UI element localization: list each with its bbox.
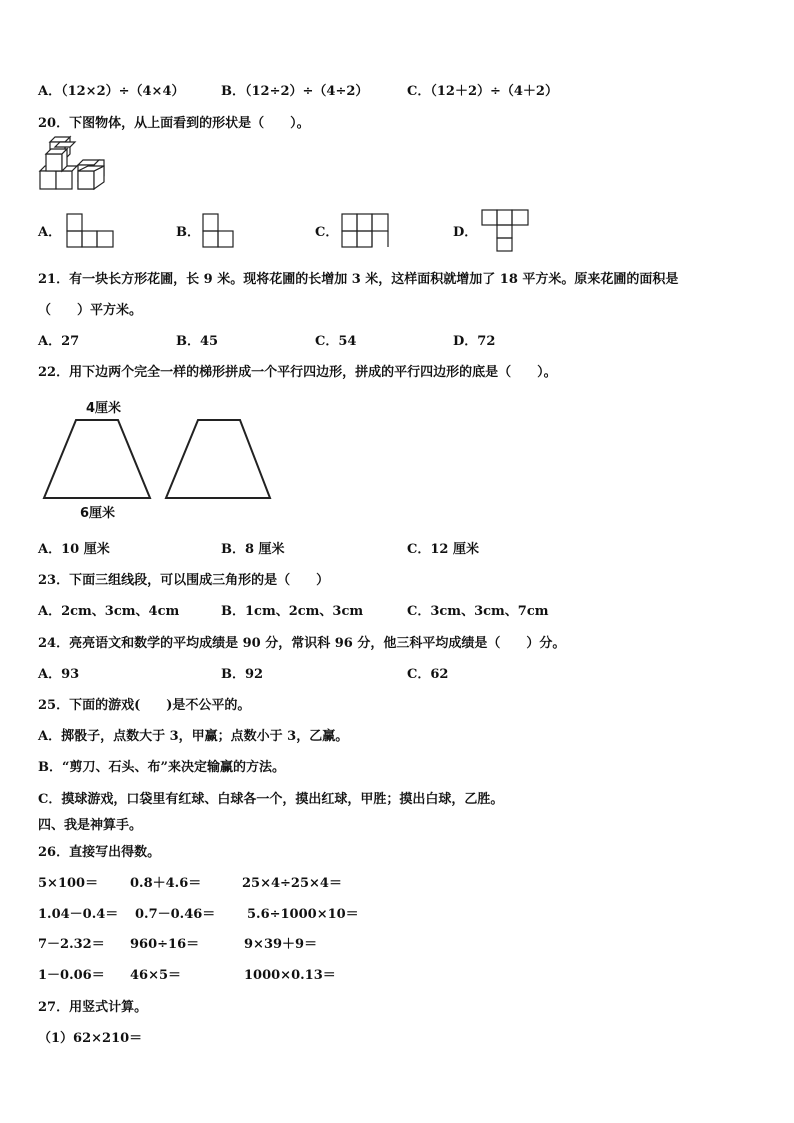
q26-item: 0.7－0.46＝ — [135, 907, 216, 922]
q26-item: 1－0.06＝ — [38, 968, 105, 983]
q26-item: 9×39＋9＝ — [244, 937, 318, 952]
q26-item: 7－2.32＝ — [38, 937, 105, 952]
q23-option-b: B．1cm、2cm、3cm — [221, 604, 364, 619]
q20-option-c: C． — [315, 225, 339, 240]
trapezoid-top-label: 4厘米 — [86, 401, 122, 416]
q26-item: 46×5＝ — [130, 968, 182, 983]
q26-item: 5×100＝ — [38, 876, 99, 891]
q26-item: 1.04－0.4＝ — [38, 907, 119, 922]
q21-option-d: D．72 — [453, 334, 496, 349]
q23-option-a: A．2cm、3cm、4cm — [38, 604, 180, 619]
trapezoid-bottom-label: 6厘米 — [80, 506, 116, 521]
q27-question: 27．用竖式计算。 — [38, 1000, 148, 1015]
q23-option-c: C．3cm、3cm、7cm — [407, 604, 549, 619]
q27-item-1: （1）62×210＝ — [38, 1031, 143, 1046]
q24-option-a: A．93 — [38, 667, 80, 682]
q26-item: 1000×0.13＝ — [244, 968, 336, 983]
trapezoid-right-figure — [164, 420, 274, 500]
q20-option-a-figure — [67, 214, 115, 248]
section-4-heading: 四、我是神算手。 — [38, 818, 143, 833]
q26-item: 5.6÷1000×10＝ — [247, 907, 359, 922]
q20-option-d-figure — [482, 210, 530, 252]
q19-option-a: A．（12×2）÷（4×4） — [38, 84, 185, 99]
q19-option-b: B．（12÷2）÷（4÷2） — [221, 84, 369, 99]
q21-option-c: C．54 — [315, 334, 357, 349]
q26-question: 26．直接写出得数。 — [38, 845, 161, 860]
q22-option-b: B．8 厘米 — [221, 542, 285, 557]
q19-option-c: C．（12＋2）÷（4＋2） — [407, 84, 558, 99]
q25-option-b: B．“剪刀、石头、布”来决定输赢的方法。 — [38, 760, 285, 775]
q21-option-b: B．45 — [176, 334, 219, 349]
q25-option-a: A．掷骰子，点数大于 3，甲赢；点数小于 3，乙赢。 — [38, 729, 349, 744]
q26-item: 0.8＋4.6＝ — [130, 876, 202, 891]
q25-question: 25．下面的游戏( )是不公平的。 — [38, 698, 251, 713]
q20-option-a: A． — [38, 225, 62, 240]
q24-option-b: B．92 — [221, 667, 264, 682]
q20-option-d: D． — [453, 225, 478, 240]
q26-item: 25×4÷25×4＝ — [242, 876, 342, 891]
q21-question-line2: （ ）平方米。 — [38, 303, 143, 318]
cube-stack-figure — [38, 142, 110, 194]
q22-option-a: A．10 厘米 — [38, 542, 110, 557]
q24-question: 24．亮亮语文和数学的平均成绩是 90 分，常识科 96 分，他三科平均成绩是（ ）分。 — [38, 636, 566, 651]
q20-option-b-figure — [203, 214, 235, 248]
q22-question: 22．用下边两个完全一样的梯形拼成一个平行四边形，拼成的平行四边形的底是（ ）。 — [38, 365, 557, 380]
trapezoid-left-figure — [42, 420, 152, 500]
q20-option-c-figure — [342, 214, 390, 248]
q23-question: 23．下面三组线段，可以围成三角形的是（ ） — [38, 573, 330, 588]
q20-option-b: B． — [176, 225, 200, 240]
q21-option-a: A．27 — [38, 334, 80, 349]
q26-item: 960÷16＝ — [130, 937, 200, 952]
q25-option-c: C．摸球游戏，口袋里有红球、白球各一个，摸出红球，甲胜；摸出白球，乙胜。 — [38, 792, 504, 807]
q22-option-c: C．12 厘米 — [407, 542, 479, 557]
q24-option-c: C．62 — [407, 667, 449, 682]
q21-question-line1: 21．有一块长方形花圃，长 9 米。现将花圃的长增加 3 米，这样面积就增加了 18 平方米。原来花圃的面积是 — [38, 272, 679, 287]
q20-question: 20．下图物体，从上面看到的形状是（ ）。 — [38, 116, 310, 131]
